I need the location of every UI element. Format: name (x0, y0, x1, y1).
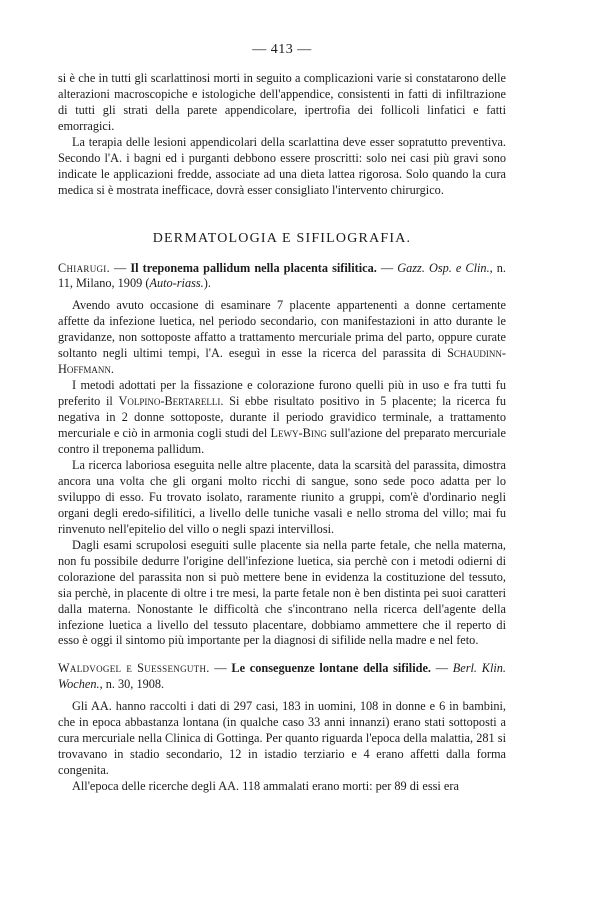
article-2-paragraph-1: Gli AA. hanno raccolti i dati di 297 casi, 183 in uomini, 108 in donne e 6 in bambini, che in epoca abbastanza lontana (in qualche caso 33 anni innanzi) erano stati sottoposti a cura mercuriale nella Clinica di Gottinga. Per quanto riguarda l'epoca della malattia, 281 si trovavano in stadio secondario, 12 in istadio terziario e 4 erano affetti dalla forma congenita. (58, 699, 506, 778)
article-1-reference (58, 261, 506, 293)
article-1-p2-name-2: Lewy-Bing (270, 426, 327, 441)
article-2-paragraph-2: All'epoca delle ricerche degli AA. 118 ammalati erano morti: per 89 di essi era (72, 779, 459, 794)
article-1-dash-2: — (376, 260, 398, 275)
article-1-p1-text-b: . (110, 362, 114, 377)
page-number: — 413 — (252, 42, 312, 57)
article-1-details: , n. 11, Milano, 1909 ( (58, 260, 506, 291)
article-2-dash: — (209, 661, 232, 676)
article-1-p2-text-c: sull'azione del preparato mercuriale contro il treponema pallidum. (58, 426, 506, 457)
article-2-authors: Waldvogel e Suessenguth. (58, 661, 210, 676)
article-2-dash-2: — (431, 661, 453, 676)
article-1-title: Il treponema pallidum nella placenta sifilitica. (130, 260, 377, 275)
article-2-title: Le conseguenze lontane della sifilide. (231, 661, 432, 676)
article-1-details-end: ). (203, 276, 211, 291)
article-1-dash: — (109, 260, 131, 275)
article-1-paragraph-3: La ricerca laboriosa eseguita nelle altre placente, data la scarsità del parassita, dimostra ancora una volta che gli organi molto ricchi di sangue, sono sede poco adatta per lo sviluppo di esso. Fu trovato isolato, raramente riunito a gruppi, com'è d'ordinario negli organi degli eredo-sifilitici, a livello delle tuniche vasali e nello stroma del villo; mai fu rinvenuto nell'epitelio del villo o negli spazi intervillosi. (58, 457, 506, 536)
article-1-p1-text-a: Avendo avuto occasione di esaminare 7 placente appartenenti a donne certamente affette da infezione luetica, nel periodo secondario, con manifestazioni in atto durante le gravidanze, non sottoposte affatto a trattamento mercuriale prima del parto, oppure curate soltanto negli ultimi tempi, l'A. eseguì in esse la ricerca del parassita di (58, 298, 506, 361)
section-title: DERMATOLOGIA E SIFILOGRAFIA. (152, 230, 412, 246)
article-2-journal: Berl. Klin. Wochen. (58, 661, 506, 692)
article-1-p2-text-a: I metodi adottati per la fissazione e colorazione furono quelli più in uso e fra tutti fu preferito il (58, 378, 506, 409)
intro-paragraph-1: si è che in tutti gli scarlattinosi morti in seguito a complicazioni varie si constatarono delle alterazioni macroscopiche e istologiche dell'appendice, consistenti in fatti di infiltrazione di tutti gli strati della parete appendicolare, ipertrofia dei follicoli linfatici e fatti emorragici. (58, 70, 506, 133)
article-1-p1-name: Schaudinn-Hoffmann (58, 346, 506, 377)
article-2-reference (58, 661, 506, 693)
intro-paragraph-2: La terapia delle lesioni appendicolari della scarlattina deve esser sopratutto preventiva. Secondo l'A. i bagni ed i purganti debbono essere proscritti: solo nei casi più gravi sono indicate le applicazioni fredde, associate ad una dieta lattea rigorosa. Solo quando la cura medica si è mostrata inefficace, dovrà esser consigliato l'intervento chirurgico. (58, 134, 506, 197)
article-1-paragraph-4: Dagli esami scrupolosi eseguiti sulle placente sia nella parte fetale, che nella materna, non fu possibile dedurre l'origine dell'infezione luetica, sia perchè con i metodi odierni di colorazione del parassita non si può mettere bene in evidenza la costituzione del tessuto, sia perchè, in placente di oltre i tre mesi, la parte fetale non è ben distinta pei suoi caratteri dalla materna. Nonostante le difficoltà che s'incontrano nella ricerca dell'agente della infezione luetica a livello del tessuto placentare, dobbiamo ammettere che il reperto di esso è oggi il sintomo più importante per la diagnosi di sifilide nella madre e nel feto. (58, 537, 506, 648)
article-2-details: , n. 30, 1908. (99, 677, 165, 692)
article-1-author: Chiarugi. (58, 260, 110, 275)
article-1-p2-name-1: Volpino-Bertarelli (118, 394, 221, 409)
document-page (58, 42, 506, 795)
article-1-journal: Gazz. Osp. e Clin. (397, 260, 490, 275)
article-1-note: Auto-riass. (149, 276, 204, 291)
article-1-paragraph-2 (58, 378, 506, 458)
article-1-p2-text-b: . Si ebbe risultato positivo in 5 placente; la ricerca fu negativa in 2 donne sottoposte, durante il periodo gravidico terminale, a trattamento mercuriale e ciò in armonia cogli studi del (58, 394, 506, 441)
article-1-paragraph-1 (58, 298, 506, 378)
